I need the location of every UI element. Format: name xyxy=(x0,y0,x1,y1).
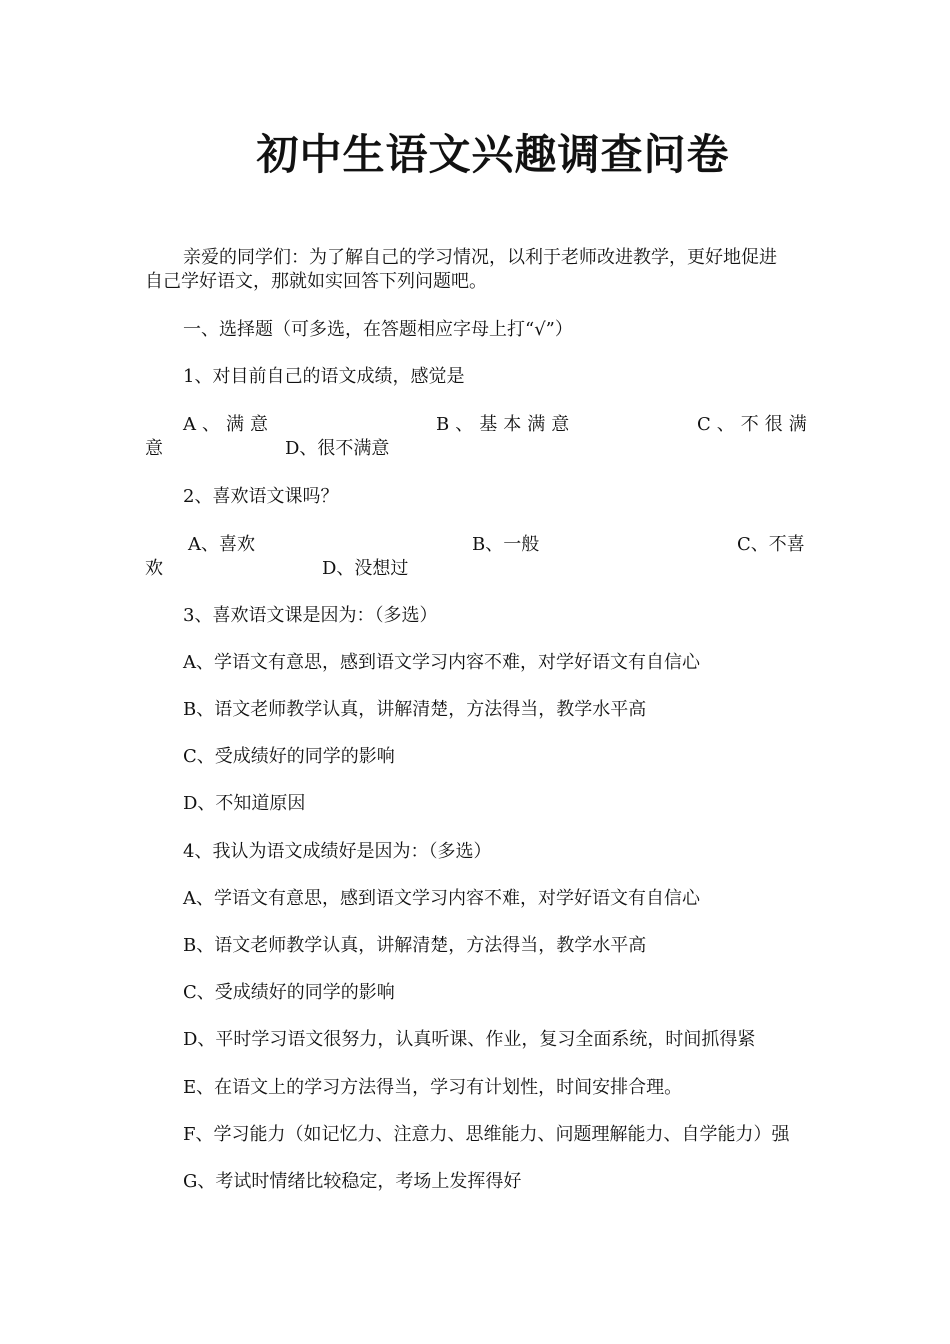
q3-question: 3、喜欢语文课是因为：（多选） xyxy=(183,605,438,626)
q4-option: G、考试时情绪比较稳定，考场上发挥得好 xyxy=(183,1171,522,1192)
q3-option: D、不知道原因 xyxy=(183,793,306,814)
q1-question: 1、对目前自己的语文成绩，感觉是 xyxy=(183,366,465,387)
section-heading: 一、选择题（可多选，在答题相应字母上打“√”） xyxy=(183,319,573,340)
q3-option: C、受成绩好的同学的影响 xyxy=(183,746,395,767)
q2-option-c-cont: 欢 xyxy=(145,558,163,579)
intro-line-2: 自己学好语文，那就如实回答下列问题吧。 xyxy=(145,271,487,292)
q3-option: B、语文老师教学认真，讲解清楚，方法得当，教学水平高 xyxy=(183,699,647,720)
q2-option-d: D、没想过 xyxy=(322,558,409,579)
q2-question: 2、喜欢语文课吗？ xyxy=(183,486,339,507)
q1-option-c-cont: 意 xyxy=(145,438,163,459)
q4-option: B、语文老师教学认真，讲解清楚，方法得当，教学水平高 xyxy=(183,935,647,956)
q4-option: A、学语文有意思，感到语文学习内容不难，对学好语文有自信心 xyxy=(183,888,700,909)
q1-option-d: D、很不满意 xyxy=(285,438,390,459)
q2-option-c: C、不喜 xyxy=(737,534,805,555)
q1-option-a: A、满意 xyxy=(183,414,274,435)
q4-option: F、学习能力（如记忆力、注意力、思维能力、问题理解能力、自学能力）强 xyxy=(183,1124,790,1145)
q4-question: 4、我认为语文成绩好是因为：（多选） xyxy=(183,841,492,862)
q3-option: A、学语文有意思，感到语文学习内容不难，对学好语文有自信心 xyxy=(183,652,700,673)
q1-option-c: C、不很满 xyxy=(697,414,813,435)
q4-option: D、平时学习语文很努力，认真听课、作业，复习全面系统，时间抓得紧 xyxy=(183,1029,756,1050)
q4-option: E、在语文上的学习方法得当，学习有计划性，时间安排合理。 xyxy=(183,1077,683,1098)
q4-option: C、受成绩好的同学的影响 xyxy=(183,982,395,1003)
page-title: 初中生语文兴趣调查问卷 xyxy=(256,130,730,179)
q2-option-a: A、喜欢 xyxy=(188,534,255,555)
intro-line-1: 亲爱的同学们：为了解自己的学习情况，以利于老师改进教学，更好地促进 xyxy=(183,247,777,268)
q1-option-b: B、基本满意 xyxy=(436,414,576,435)
q2-option-b: B、一般 xyxy=(472,534,540,555)
